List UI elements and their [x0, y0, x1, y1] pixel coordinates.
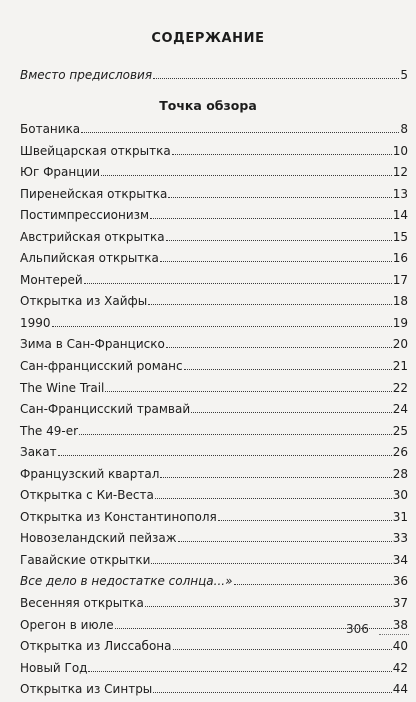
leader-dots: [101, 175, 392, 176]
entry-title: Открытка из Хайфы: [20, 294, 148, 309]
toc-entry: [20, 142, 408, 161]
leader-dots: [234, 584, 392, 585]
entry-page: 36: [392, 574, 408, 589]
entry-title: Зима в Сан-Франциско: [20, 337, 165, 352]
toc-list: [0, 120, 416, 702]
entry-page: 22: [392, 380, 408, 395]
leader-dots: [172, 154, 392, 155]
entry-title: Монтерей: [20, 272, 83, 287]
entry-page: 19: [392, 315, 408, 330]
toc-entry: [20, 529, 408, 548]
leader-dots: [153, 78, 399, 79]
entry-page: 12: [392, 165, 408, 180]
entry-title: Сан-Францисский трамвай: [20, 402, 191, 417]
leader-dots: [151, 563, 391, 564]
toc-entry: [20, 206, 408, 225]
entry-title: Гавайские открытки: [20, 552, 151, 567]
leader-dots: [218, 520, 392, 521]
toc-entry: [20, 551, 408, 570]
entry-page: 21: [392, 359, 408, 374]
toc-entry: [20, 680, 408, 699]
leader-dots: [173, 649, 392, 650]
entry-title: Открытка с Ки-Веста: [20, 488, 154, 503]
leader-dots: [150, 218, 392, 219]
leader-dots: [155, 498, 392, 499]
entry-page: 26: [392, 445, 408, 460]
entry-page: 18: [392, 294, 408, 309]
entry-title: Орегон в июле: [20, 617, 114, 632]
entry-page: 10: [392, 143, 408, 158]
leader-dots: [81, 132, 399, 133]
leader-dots: [79, 434, 392, 435]
leader-dots: [153, 692, 391, 693]
entry-page: 5: [400, 68, 408, 82]
entry-title: Постимпрессионизм: [20, 208, 150, 223]
toc-entry: [20, 292, 408, 311]
entry-page: 42: [392, 660, 408, 675]
entry-page: 13: [392, 186, 408, 201]
entry-page: 37: [392, 596, 408, 611]
entry-title: The Wine Trail: [20, 380, 105, 395]
toc-entry: [20, 422, 408, 441]
entry-page: 20: [392, 337, 408, 352]
leader-dots: [148, 304, 391, 305]
footer-dotted-rule: [379, 634, 409, 635]
leader-dots: [168, 197, 391, 198]
toc-entry: [20, 659, 408, 678]
entry-title: Новозеландский пейзаж: [20, 531, 177, 546]
entry-page: 17: [392, 272, 408, 287]
toc-entry: [20, 271, 408, 290]
entry-title: Вместо предисловия: [20, 68, 153, 82]
entry-title: Ботаника: [20, 122, 81, 136]
toc-entry: [20, 185, 408, 204]
toc-entry: [20, 228, 408, 247]
entry-page: 14: [392, 208, 408, 223]
entry-title: Открытка из Константинополя: [20, 509, 217, 524]
toc-entry: [20, 486, 408, 505]
leader-dots: [58, 455, 392, 456]
entry-title: The 49-er: [20, 423, 79, 438]
entry-page: 24: [392, 402, 408, 417]
toc-entry: [20, 314, 408, 333]
toc-entry: [20, 379, 408, 398]
entry-title: Швейцарская открытка: [20, 143, 171, 158]
page-number: 306: [346, 622, 369, 636]
entry-page: 33: [392, 531, 408, 546]
entry-title: Закат: [20, 445, 57, 460]
entry-title: Сан-францисский романс: [20, 359, 183, 374]
entry-title: Французский квартал: [20, 466, 160, 481]
entry-title: Открытка из Лиссабона: [20, 639, 172, 654]
entry-page: 8: [400, 122, 408, 136]
leader-dots: [166, 240, 392, 241]
entry-page: 40: [392, 639, 408, 654]
entry-page: 34: [392, 552, 408, 567]
entry-page: 25: [392, 423, 408, 438]
toc-entry: [20, 508, 408, 527]
leader-dots: [145, 606, 392, 607]
entry-page: 30: [392, 488, 408, 503]
leader-dots: [160, 261, 392, 262]
entry-title: Юг Франции: [20, 165, 100, 180]
toc-entry: [20, 465, 408, 484]
entry-page: 15: [392, 229, 408, 244]
toc-entry-intro: [20, 66, 408, 85]
entry-page: 38: [392, 617, 408, 632]
leader-dots: [160, 477, 391, 478]
entry-title: Открытка из Синтры: [20, 682, 153, 697]
leader-dots: [166, 347, 392, 348]
entry-page: 31: [392, 509, 408, 524]
toc-title: СОДЕРЖАНИЕ: [151, 31, 265, 46]
leader-dots: [178, 541, 392, 542]
toc-entry: [20, 163, 408, 182]
toc-entry: [20, 357, 408, 376]
leader-dots: [105, 391, 391, 392]
toc-entry: [20, 249, 408, 268]
entry-title: 1990: [20, 315, 51, 330]
toc-entry: [20, 400, 408, 419]
entry-title: Все дело в недостатке солнца...»: [20, 574, 233, 589]
entry-title: Австрийская открытка: [20, 229, 165, 244]
entry-page: 28: [392, 466, 408, 481]
toc-entry: [20, 335, 408, 354]
leader-dots: [184, 369, 392, 370]
leader-dots: [52, 326, 392, 327]
leader-dots: [84, 283, 392, 284]
entry-page: 16: [392, 251, 408, 266]
entry-title: Альпийская открытка: [20, 251, 159, 266]
toc-entry: [20, 637, 408, 656]
toc-entry: [20, 572, 408, 591]
leader-dots: [191, 412, 392, 413]
toc-entry: [20, 120, 408, 139]
entry-page: 44: [392, 682, 408, 697]
entry-title: Новый Год: [20, 660, 88, 675]
entry-title: Пиренейская открытка: [20, 186, 168, 201]
leader-dots: [88, 671, 391, 672]
toc-entry: [20, 594, 408, 613]
entry-title: Весенняя открытка: [20, 596, 144, 611]
section-title: Точка обзора: [159, 98, 257, 113]
toc-entry: [20, 443, 408, 462]
